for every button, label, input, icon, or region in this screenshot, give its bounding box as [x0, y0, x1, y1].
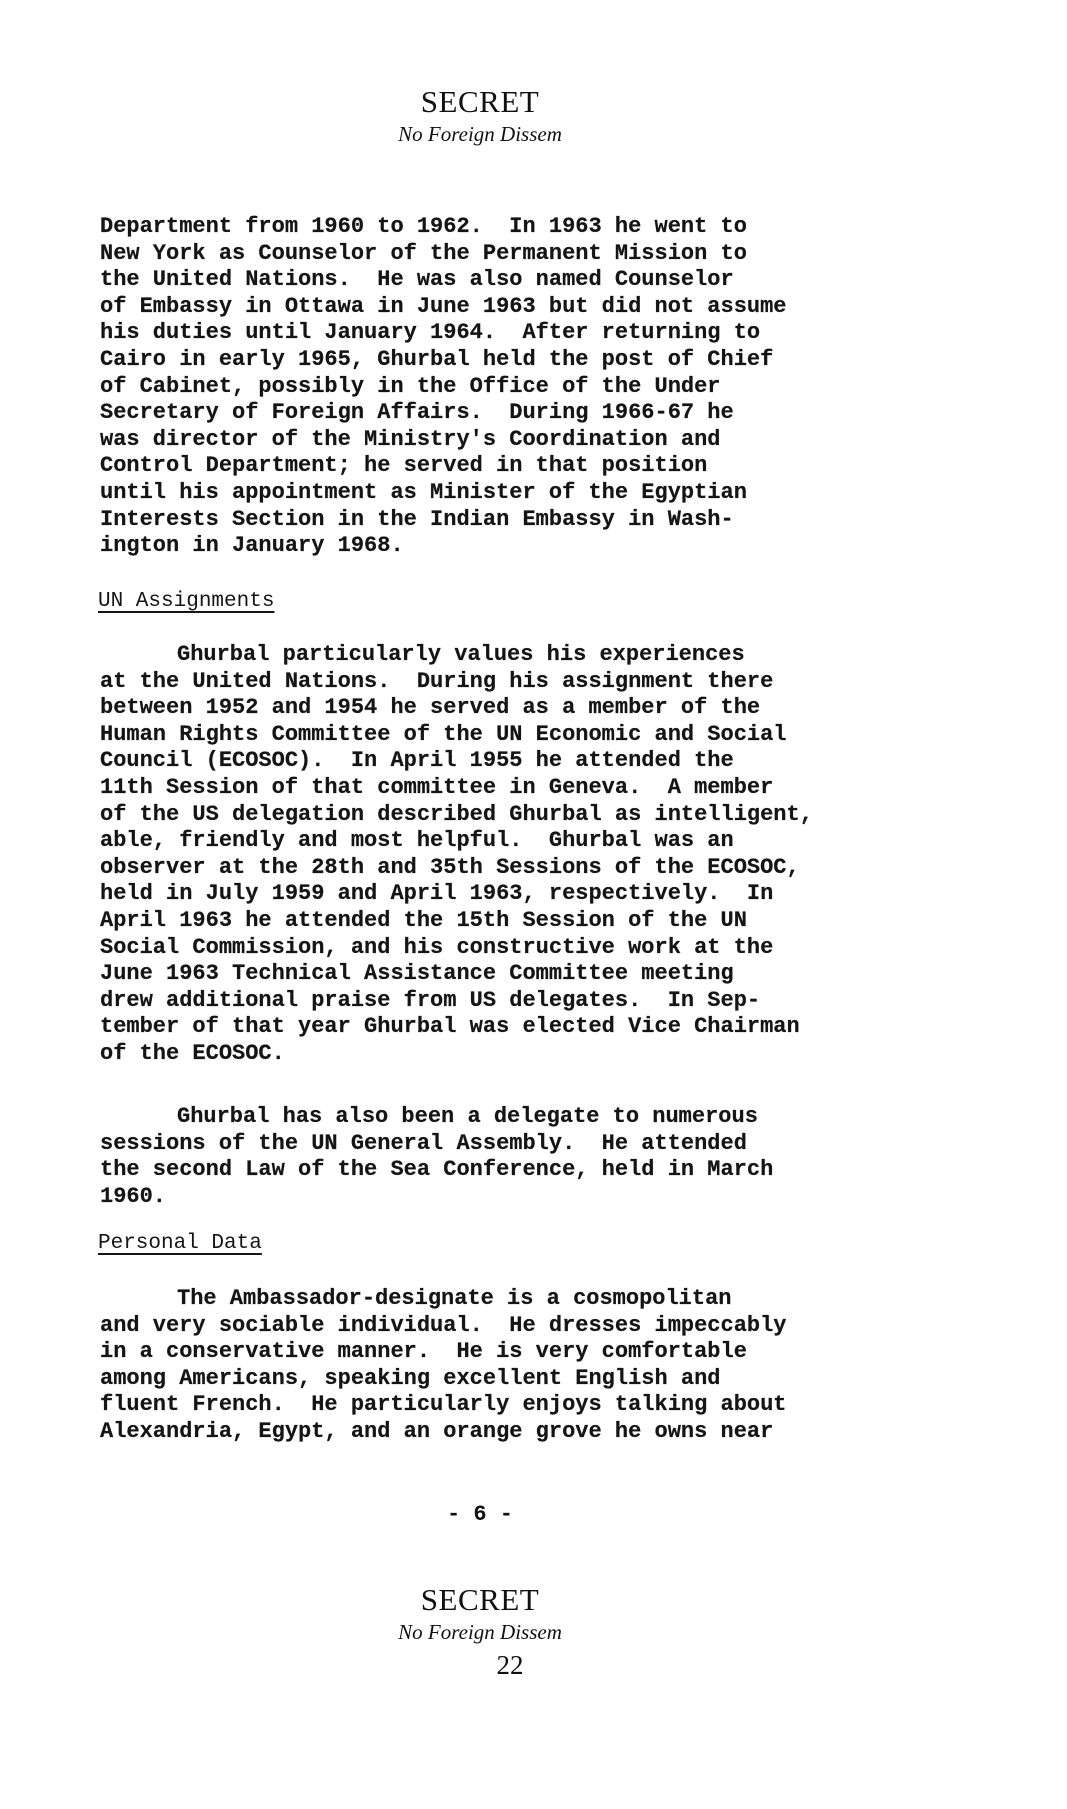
footer-classification: SECRET	[420, 1582, 540, 1617]
folio-number: 22	[496, 1650, 524, 1680]
text-line: Secretary of Foreign Affairs. During 1966-67 he	[100, 400, 734, 426]
header-classification-block	[0, 84, 960, 148]
section-heading-personal-data: Personal Data	[98, 1232, 262, 1255]
text-line: Ghurbal has also been a delegate to numerous	[177, 1104, 758, 1129]
text-line: 1960.	[100, 1183, 167, 1209]
text-line: Social Commission, and his constructive work at the	[100, 934, 774, 960]
text-line: New York as Counselor of the Permanent Mission to	[100, 240, 747, 266]
text-line: held in July 1959 and April 1963, respectively. In	[100, 881, 774, 907]
section-heading-un-assignments: UN Assignments	[98, 590, 275, 613]
header-caveat: No Foreign Dissem	[398, 122, 562, 146]
text-line: his duties until January 1964. After returning to	[100, 320, 761, 346]
text-line: and very sociable individual. He dresses impeccably	[100, 1312, 787, 1338]
text-line: of the ECOSOC.	[100, 1040, 285, 1066]
text-line: drew additional praise from US delegates. In Sep-	[100, 987, 761, 1013]
text-line: the second Law of the Sea Conference, held in March	[100, 1157, 774, 1183]
text-line: at the United Nations. During his assignment there	[100, 668, 774, 694]
text-line: observer at the 28th and 35th Sessions of the ECOSOC,	[100, 854, 800, 880]
header-classification: SECRET	[420, 84, 540, 119]
text-line: among Americans, speaking excellent English and	[100, 1365, 721, 1391]
text-line: until his appointment as Minister of the Egyptian	[100, 479, 747, 505]
paragraph-general-assembly	[100, 1104, 980, 1210]
text-line: the United Nations. He was also named Counselor	[100, 267, 734, 293]
text-line: able, friendly and most helpful. Ghurbal was an	[100, 828, 734, 854]
paragraph-un-experience	[100, 642, 980, 1068]
page-number: - 6 -	[446, 1502, 513, 1527]
text-line: Council (ECOSOC). In April 1955 he attended the	[100, 748, 734, 774]
footer-caveat: No Foreign Dissem	[398, 1620, 562, 1644]
text-line: sessions of the UN General Assembly. He attended	[100, 1130, 747, 1156]
text-line: Human Rights Committee of the UN Economic and Social	[100, 721, 787, 747]
text-line: Ghurbal particularly values his experiences	[177, 642, 745, 667]
paragraph-personal	[100, 1286, 980, 1446]
text-line: ington in January 1968.	[100, 533, 404, 559]
paragraph-career	[100, 214, 980, 560]
text-line: Cairo in early 1965, Ghurbal held the post of Chief	[100, 346, 774, 372]
text-line: 11th Session of that committee in Geneva. A member	[100, 774, 774, 800]
text-line: of Embassy in Ottawa in June 1963 but did not assume	[100, 293, 787, 319]
text-line: of Cabinet, possibly in the Office of the Under	[100, 373, 721, 399]
text-line: fluent French. He particularly enjoys talking about	[100, 1392, 787, 1418]
text-line: of the US delegation described Ghurbal as intelligent,	[100, 801, 813, 827]
text-line: in a conservative manner. He is very comfortable	[100, 1339, 747, 1365]
text-line: between 1952 and 1954 he served as a member of the	[100, 695, 761, 721]
text-line: Control Department; he served in that position	[100, 453, 708, 479]
text-line: Alexandria, Egypt, and an orange grove he owns near	[100, 1418, 774, 1444]
text-line: was director of the Ministry's Coordination and	[100, 426, 721, 452]
text-line: The Ambassador-designate is a cosmopolitan	[177, 1286, 732, 1311]
text-line: June 1963 Technical Assistance Committee meeting	[100, 961, 734, 987]
text-line: Department from 1960 to 1962. In 1963 he went to	[100, 214, 747, 239]
text-line: April 1963 he attended the 15th Session of the UN	[100, 907, 747, 933]
footer-classification-block	[0, 1582, 960, 1646]
text-line: Interests Section in the Indian Embassy in Wash-	[100, 506, 734, 532]
text-line: tember of that year Ghurbal was elected Vice Chairman	[100, 1014, 800, 1040]
